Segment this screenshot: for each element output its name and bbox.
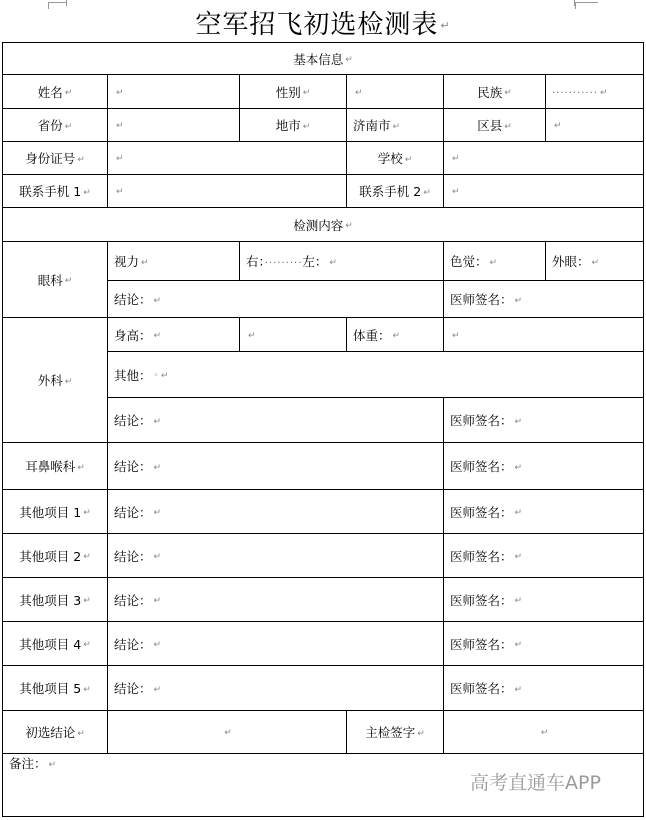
county-label: 区县 ↵ [444,109,546,142]
surgery-dept-label: 外科 ↵ [3,318,108,443]
height-field[interactable]: 身高： ↵ [108,318,240,352]
phone1-label: 联系手机 1 ↵ [3,175,108,208]
name-label: 姓名 ↵ [3,75,108,109]
screening-form-table [2,42,644,817]
page-corner-mark-right-v [574,0,575,6]
prelim-conclusion-field[interactable]: ↵ [108,711,347,754]
province-field[interactable]: ↵ [108,109,240,142]
chief-sign-field[interactable]: ↵ [444,711,644,754]
name-field[interactable]: ↵ [108,75,240,109]
other-item-4-doctor-sign-field[interactable]: 医师签名： ↵ [444,622,644,666]
page-corner-mark-left-v [66,0,67,6]
eye-vision-row [3,242,644,281]
row-name-gender-ethnicity [3,75,644,109]
exam-header-row [3,208,644,242]
other-item-row-5 [3,666,644,711]
city-field[interactable]: 济南市 ↵ [347,109,444,142]
id-number-label: 身份证号 ↵ [3,142,108,175]
school-field[interactable]: ↵ [444,142,644,175]
row-id-school [3,142,644,175]
surgery-measure-row [3,318,644,352]
exam-heading: 检测内容 ↵ [3,208,644,242]
prelim-conclusion-label: 初选结论 ↵ [3,711,108,754]
gender-field[interactable]: ↵ [347,75,444,109]
ethnicity-label: 民族 ↵ [444,75,546,109]
eye-doctor-sign-field[interactable]: 医师签名： ↵ [444,281,644,318]
ent-row [3,443,644,490]
eye-conclusion-field[interactable]: 结论： ↵ [108,281,444,318]
id-number-field[interactable]: ↵ [108,142,347,175]
vision-right-left-field[interactable]: 右：·········左： ↵ [240,242,444,281]
other-item-3-label: 其他项目 3 ↵ [3,578,108,622]
weight-value-field[interactable]: ↵ [444,318,644,352]
other-item-1-doctor-sign-field[interactable]: 医师签名： ↵ [444,490,644,534]
gender-label: 性别 ↵ [240,75,347,109]
eye-dept-label: 眼科 ↵ [3,242,108,318]
other-item-5-label: 其他项目 5 ↵ [3,666,108,711]
ent-doctor-sign-field[interactable]: 医师签名： ↵ [444,443,644,490]
vision-label: 视力 ↵ [108,242,240,281]
other-item-2-doctor-sign-field[interactable]: 医师签名： ↵ [444,534,644,578]
color-vision-field[interactable]: 色觉： ↵ [444,242,546,281]
ent-dept-label: 耳鼻喉科 ↵ [3,443,108,490]
external-eye-field[interactable]: 外眼： ↵ [546,242,644,281]
phone2-label: 联系手机 2 ↵ [347,175,444,208]
school-label: 学校 ↵ [347,142,444,175]
basic-info-header-row [3,43,644,75]
watermark: 高考直通车APP [470,772,601,794]
other-item-1-label: 其他项目 1 ↵ [3,490,108,534]
other-item-row-3 [3,578,644,622]
weight-field[interactable]: 体重： ↵ [347,318,444,352]
other-item-row-2 [3,534,644,578]
other-item-2-label: 其他项目 2 ↵ [3,534,108,578]
other-item-row-4 [3,622,644,666]
other-item-4-label: 其他项目 4 ↵ [3,622,108,666]
phone2-field[interactable]: ↵ [444,175,644,208]
phone1-field[interactable]: ↵ [108,175,347,208]
province-label: 省份 ↵ [3,109,108,142]
other-item-row-1 [3,490,644,534]
surgery-conclusion-field[interactable]: 结论： ↵ [108,398,444,443]
document-title: 空军招飞初选检测表 ↵ [195,10,451,40]
other-item-3-conclusion-field[interactable]: 结论： ↵ [108,578,444,622]
ethnicity-field[interactable]: ··········· ↵ [546,75,644,109]
basic-info-heading: 基本信息 ↵ [3,43,644,75]
other-item-5-doctor-sign-field[interactable]: 医师签名： ↵ [444,666,644,711]
surgery-doctor-sign-field[interactable]: 医师签名： ↵ [444,398,644,443]
other-item-1-conclusion-field[interactable]: 结论： ↵ [108,490,444,534]
other-item-5-conclusion-field[interactable]: 结论： ↵ [108,666,444,711]
row-province-city-county [3,109,644,142]
ent-conclusion-field[interactable]: 结论： ↵ [108,443,444,490]
height-value-field[interactable]: ↵ [240,318,347,352]
remarks-field[interactable]: 备注： ↵ [3,754,644,817]
other-item-2-conclusion-field[interactable]: 结论： ↵ [108,534,444,578]
chief-sign-label: 主检签字 ↵ [347,711,444,754]
surgery-other-field[interactable]: 其他： ◦ ↵ [108,352,644,398]
other-item-3-doctor-sign-field[interactable]: 医师签名： ↵ [444,578,644,622]
county-field[interactable]: ↵ [546,109,644,142]
row-phones [3,175,644,208]
final-row [3,711,644,754]
city-label: 地市 ↵ [240,109,347,142]
other-item-4-conclusion-field[interactable]: 结论： ↵ [108,622,444,666]
